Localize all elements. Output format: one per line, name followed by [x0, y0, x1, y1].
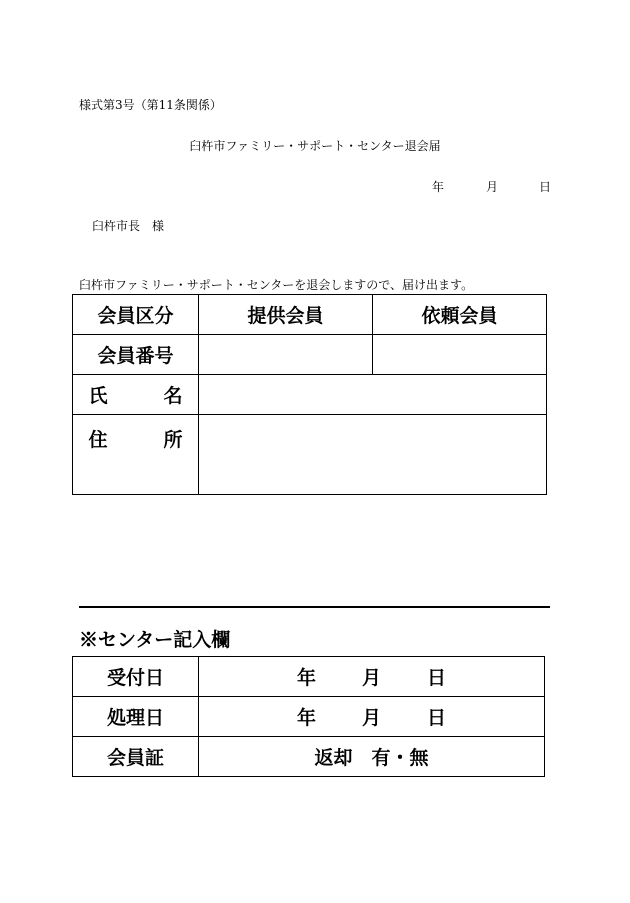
center-table	[72, 656, 545, 777]
member-number-row	[73, 335, 547, 375]
address-label-char-2: 所	[163, 429, 183, 451]
address-label-char-1: 住	[88, 429, 108, 451]
received-day: 日	[427, 667, 447, 689]
processed-date-field[interactable]	[199, 697, 545, 737]
name-row	[73, 375, 547, 415]
address-field[interactable]	[199, 415, 547, 495]
provider-member-option[interactable]: 提供会員	[199, 295, 373, 335]
processed-year: 年	[296, 707, 316, 729]
name-label-char-1: 氏	[88, 385, 108, 407]
member-type-row	[73, 295, 547, 335]
requester-member-option[interactable]: 依頼会員	[373, 295, 547, 335]
membership-card-label: 会員証	[73, 737, 199, 777]
processed-day: 日	[427, 707, 447, 729]
received-year: 年	[296, 667, 316, 689]
provider-number-field[interactable]	[199, 335, 373, 375]
date-month: 月	[486, 180, 499, 194]
address-row	[73, 415, 547, 495]
name-label	[73, 375, 199, 415]
received-date-row	[73, 657, 545, 697]
date-year: 年	[432, 180, 445, 194]
center-section-heading: ※センター記入欄	[79, 629, 231, 651]
processed-month: 月	[361, 707, 381, 729]
addressee: 臼杵市長 様	[92, 219, 165, 233]
member-table	[72, 294, 547, 495]
separator-line	[79, 606, 550, 608]
received-month: 月	[361, 667, 381, 689]
processed-date-row	[73, 697, 545, 737]
document-title: 臼杵市ファミリー・サポート・センター退会届	[189, 139, 441, 153]
statement: 臼杵市ファミリー・サポート・センターを退会しますので、届け出ます。	[79, 278, 474, 292]
membership-card-return-field[interactable]: 返却 有・無	[199, 737, 545, 777]
membership-card-row	[73, 737, 545, 777]
date-day: 日	[539, 180, 552, 194]
member-number-label: 会員番号	[73, 335, 199, 375]
processed-date-label: 処理日	[73, 697, 199, 737]
received-date-field[interactable]	[199, 657, 545, 697]
name-field[interactable]	[199, 375, 547, 415]
name-label-char-2: 名	[163, 385, 183, 407]
form-number: 様式第3号（第11条関係）	[79, 98, 222, 112]
requester-number-field[interactable]	[373, 335, 547, 375]
member-type-label: 会員区分	[73, 295, 199, 335]
received-date-label: 受付日	[73, 657, 199, 697]
address-label	[73, 415, 199, 495]
